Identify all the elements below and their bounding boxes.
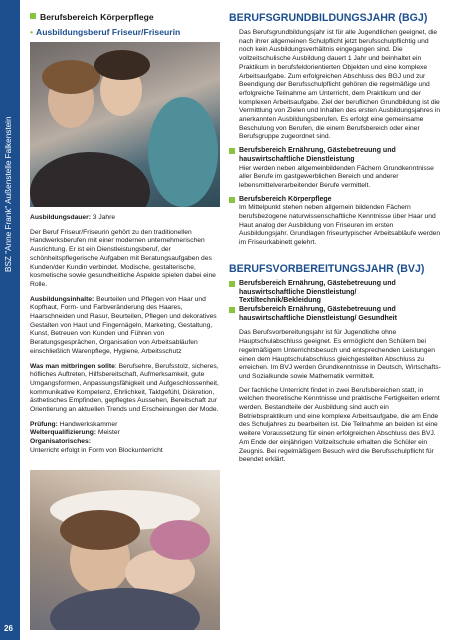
right-column xyxy=(229,12,441,470)
b1-text: Hier werden neben allgemeinbildenden Fächern Grundkenntnisse aller Berufe im gastgewerblichen Bereich und anderer lebensmittelverarbeitender Berufe vermittelt. xyxy=(239,164,434,189)
duration: Ausbildungsdauer: 3 Jahre xyxy=(30,214,116,221)
bullet-icon: • xyxy=(30,27,34,37)
left-column xyxy=(30,214,220,456)
left-heading: Berufsbereich Körperpflege xyxy=(30,12,154,22)
photo-hairdressing-students xyxy=(30,42,220,207)
bgj-title: BERUFSGRUNDBILDUNGSJAHR (BGJ) xyxy=(229,12,428,24)
requirements-text: Was man mitbringen sollte: Berufsehre, Berufsstolz, sicheres, höfliches Auftreten, Hilfsbereitschaft, Aufmerksamkeit, gute Umgangsformen, Anpassungsfähigkeit und Aufgeschlossenheit, kommunikative Kompetenz, Ehrlichkeit, Taktgefühl, Diskretion, ästhetisches Empfinden, gepflegtes Aussehen, Bereitschaft zur Orientierung an aktuellen Trends und Erscheinungen der Mode. xyxy=(30,362,219,414)
exam-line: Prüfung: Handwerkskammer xyxy=(30,420,118,428)
bvj-item: Textiltechnik/Bekleidung xyxy=(239,297,321,305)
b2-text: Im Mittelpunkt stehen neben allgemein bildenden Fächern berufsbezogene naturwissenschaftliche Kenntnisse über Haar und Haut analog der Ausbildung von Friseuren im ersten Ausbildungsjahr. Grundlagen friseurtypischer Arbeitsabläufe werden im Friseurkabinett gelehrt. xyxy=(239,204,441,247)
page-number: 26 xyxy=(4,624,13,633)
bvj-title: BERUFSVORBEREITUNGSJAHR (BVJ) xyxy=(229,262,425,275)
bvj-item: Berufsbereich Ernährung, Gästebetreuung und hauswirtschaftliche Dienstleistung/ Gesundheit xyxy=(229,306,441,323)
bvj-text-1: Das Berufsvorbereitungsjahr ist für Jugendliche ohne Hauptschulabschluss geeignet. Es ermöglicht den Schülern bei regelmäßigem Unterrichtsbesuch und entsprechenden Leistungen einen dem Hauptschulabschluss gleichgestellten Abschluss zu erreichen. Im BVJ werden Grundkenntnisse in Deutsch, Wirtschafts- und Sozialkunde sowie Mathematik vermittelt. xyxy=(239,329,441,380)
sidebar-label: BSZ "Anne Frank" Außenstelle Falkenstein xyxy=(4,116,13,272)
green-square-icon xyxy=(229,281,235,287)
bvj-text-2: Der fachliche Unterricht findet in zwei Berufsbereichen statt, in welchen theoretische Kenntnisse und praktische Fertigkeiten erlernt werden. Bestandteile der Ausbildung sind auch ein Betriebspraktikum und eine komplexe Arbeitsaufgabe, die am Ende des Schuljahres zu bearbeiten ist. Die Teilnahme an beiden ist eine weitere Voraussetzung für einen erfolgreichen Abschluss des BVJ. xyxy=(239,386,440,438)
organisation-label: Organisatorisches: xyxy=(30,438,91,446)
green-square-icon xyxy=(229,307,235,313)
green-square-icon xyxy=(229,197,235,203)
b2-heading: Berufsbereich Körperpflege xyxy=(229,196,441,205)
photo-trainee-with-brush xyxy=(30,470,220,630)
bvj-text-3: Am Ende der einjährigen Vollzeitschule erhalten die Schüler ein Zeugnis. Bei regelmäßigem Besuch wird die Berufsschulpflicht für beendet erklärt. xyxy=(239,438,434,464)
intro-text: Der Beruf Friseur/Friseurin gehört zu den traditionellen Handwerksberufen mit einer modernen unternehmerischen Ausrichtung. Er ist ein Dienstleistungsberuf, der schönheitspflegerische Aufgaben mit Beratungsaufgaben des Kunden/der Kundin verbindet. Modische, gestalterische, kosmetische sowie gesundheitliche Aspekte spielen dabei eine Rolle. xyxy=(30,228,216,288)
bgj-text: Das Berufsgrundbildungsjahr ist für alle Jugendlichen geeignet, die nach ihrer allgemeinen Schulpflicht jetzt berufsschulpflichtig und noch kein Ausbildungsverhältnis eingegangen sind. Die vollzeitschulische Ausbildung dauert 1 Jahr und beinhaltet ein Praktikum in berufsfeldorientierten Objekten und eine komplexe Arbeitsaufgabe. Zum erfolgreichen Abschluss des BGJ und zur Beendigung der Berufsschulpflicht gehören die regelmäßige und erfolgreiche Teilnahme am Unterricht, dem Praktikum und der komplexen Arbeitsaufgabe. Ziel der beruflichen Grundbildung ist die Vermittlung von Zielen und Inhalten des ersten Ausbildungsjahres in anerkannten Ausbildungsberufen. Es erfolgt eine gemeinsame Beschulung von Berufen, die einem Berufsbereich oder einer Berufsgruppe zugeordnet sind. xyxy=(239,29,441,141)
green-square-icon xyxy=(30,13,36,19)
green-square-icon xyxy=(229,148,235,154)
bvj-item: Berufsbereich Ernährung, Gästebetreuung und hauswirtschaftliche Dienstleistung/ xyxy=(229,280,441,297)
left-subheading: • Ausbildungsberuf Friseur/Friseurin xyxy=(30,27,181,37)
b1-heading: Berufsbereich Ernährung, Gästebetreuung und hauswirtschaftliche Dienstleistung xyxy=(229,147,441,164)
bvj-list xyxy=(229,280,441,324)
qualification-line: Welterqualifizierung: Meister xyxy=(30,429,120,437)
organisation-text: Unterricht erfolgt in Form von Blockunterricht xyxy=(30,446,163,454)
contents-text: Ausbildungsinhalte: Beurteilen und Pflegen von Haar und Kopfhaut, Form- und Farbveränderung des Haares, Haarschneiden und Rasur, Beurteilen, Pflegen und dekoratives Gestalten von Haut und Fingernägeln, Marketing, Gestaltung, Kunst, Betreuen von Kunden und Führen von Beratungsgesprächen, Organisation von Arbeitsabläufen einschließlich Warenpflege, Hygiene, Arbeitsschutz xyxy=(30,295,217,355)
